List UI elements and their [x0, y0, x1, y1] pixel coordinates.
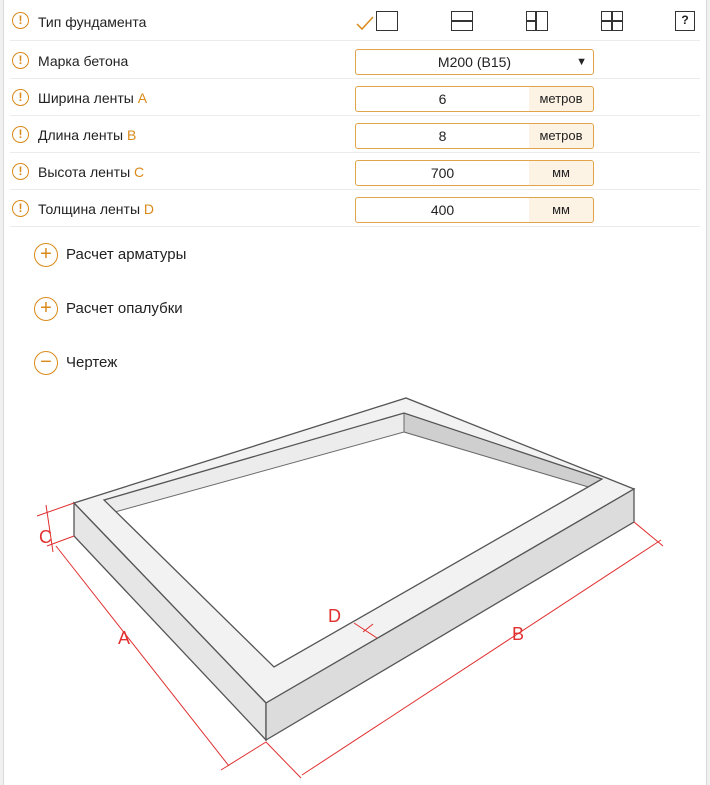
plus-icon: + — [34, 243, 58, 267]
info-icon[interactable]: ! — [12, 126, 29, 143]
width-input[interactable] — [355, 86, 530, 112]
width-unit: метров — [529, 86, 594, 112]
section-drawing-title: Чертеж — [66, 354, 118, 371]
type-closed-rect-button[interactable] — [376, 11, 398, 31]
length-input[interactable] — [355, 123, 530, 149]
length-letter: B — [126, 127, 137, 143]
help-button[interactable]: ? — [675, 11, 695, 31]
info-icon[interactable]: ! — [12, 12, 29, 29]
type-t-divider-button[interactable] — [526, 11, 548, 31]
type-single-divider-button[interactable] — [451, 11, 473, 31]
thickness-letter: D — [143, 201, 155, 217]
info-icon[interactable]: ! — [12, 200, 29, 217]
info-icon[interactable]: ! — [12, 52, 29, 69]
section-rebar-title: Расчет арматуры — [66, 246, 187, 263]
concrete-grade-select[interactable] — [355, 49, 594, 75]
chevron-down-icon: ▼ — [576, 56, 587, 68]
thickness-unit: мм — [529, 197, 594, 223]
dim-ext-b2 — [634, 522, 663, 546]
length-label: Длина ленты B — [38, 127, 137, 143]
width-label: Ширина ленты A — [38, 90, 148, 106]
row-foundation-type — [10, 5, 700, 41]
dim-line-c — [37, 503, 74, 516]
info-icon[interactable]: ! — [12, 89, 29, 106]
drawing-label-b: B — [512, 624, 525, 644]
type-cross-divider-button[interactable] — [601, 11, 623, 31]
width-letter: A — [137, 90, 148, 106]
minus-icon: − — [34, 351, 58, 375]
drawing-label-c: C — [39, 527, 52, 547]
foundation-drawing — [4, 380, 704, 785]
height-letter: C — [134, 164, 145, 180]
checkmark-icon — [355, 15, 375, 31]
row-width — [10, 80, 700, 116]
foundation-type-label: Тип фундамента — [38, 14, 147, 30]
length-unit: метров — [529, 123, 594, 149]
calculator-panel — [3, 0, 707, 785]
thickness-input[interactable] — [355, 197, 530, 223]
section-formwork-title: Расчет опалубки — [66, 300, 183, 317]
concrete-grade-label: Марка бетона — [38, 53, 129, 69]
dim-ext-b — [266, 742, 301, 778]
plus-icon: + — [34, 297, 58, 321]
row-thickness — [10, 191, 700, 227]
height-label: Высота ленты C — [38, 164, 145, 180]
concrete-grade-value: М200 (В15) — [437, 54, 512, 70]
height-input[interactable] — [355, 160, 530, 186]
drawing-label-d: D — [328, 606, 341, 626]
dim-ext-a — [221, 742, 266, 770]
row-height — [10, 154, 700, 190]
drawing-label-a: A — [118, 628, 131, 648]
thickness-label: Толщина ленты D — [38, 201, 155, 217]
height-unit: мм — [529, 160, 594, 186]
row-concrete-grade — [10, 43, 700, 79]
info-icon[interactable]: ! — [12, 163, 29, 180]
row-length — [10, 117, 700, 153]
